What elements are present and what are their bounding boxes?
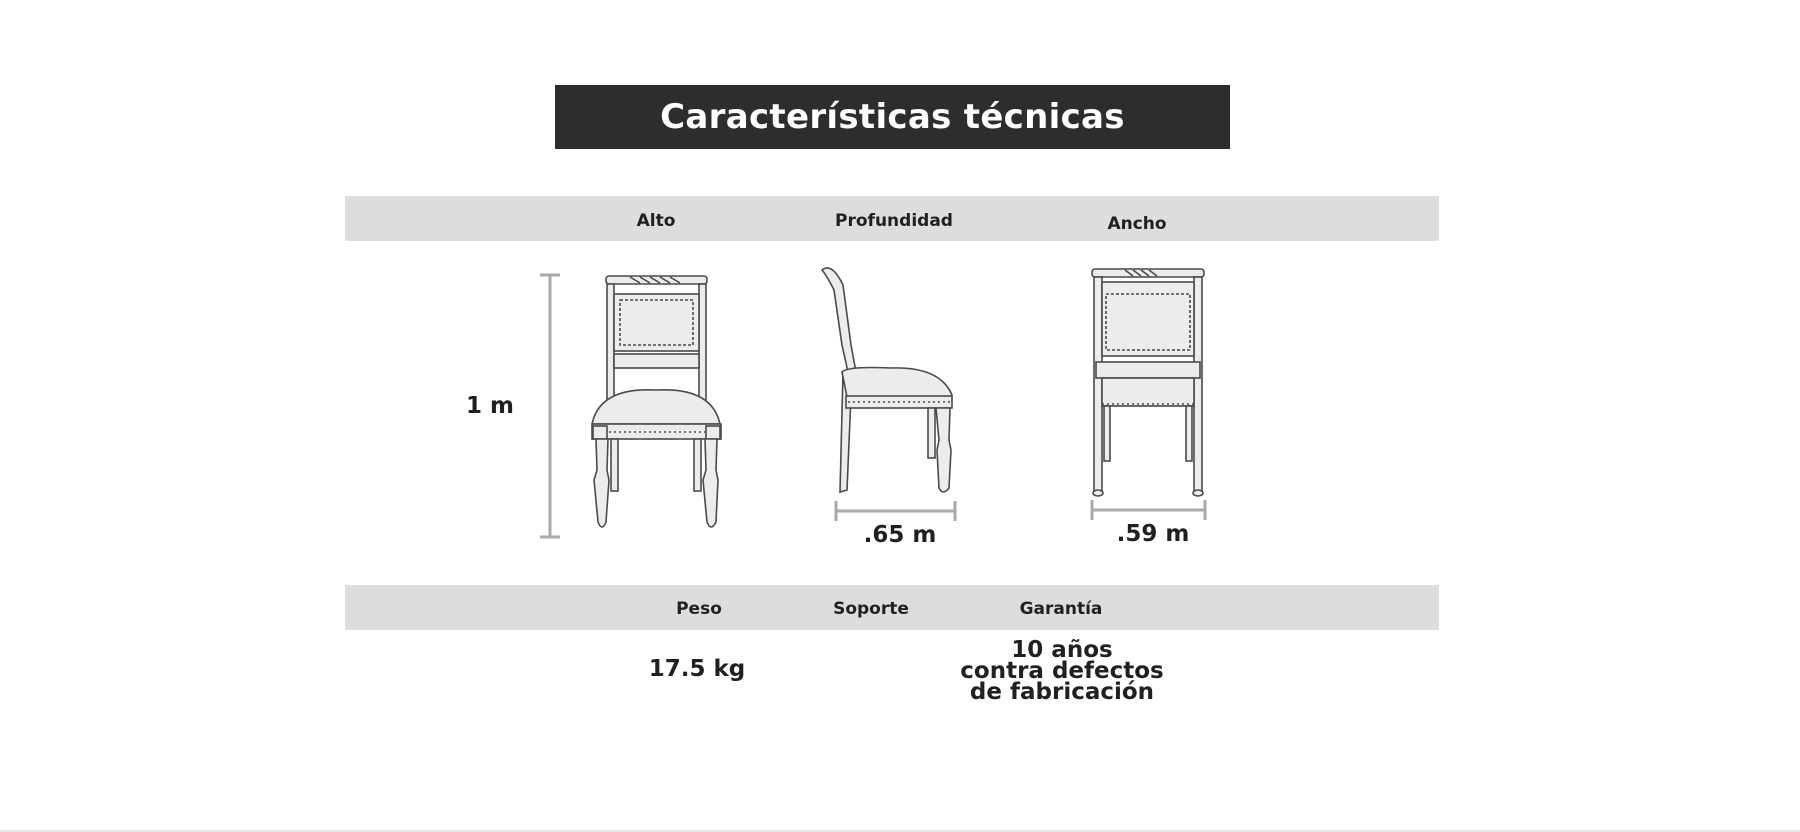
depth-value: .65 m: [863, 522, 937, 548]
warranty-line-1: 10 años: [1011, 637, 1113, 663]
header-peso: Peso: [676, 599, 722, 619]
header-soporte: Soporte: [833, 599, 909, 619]
chair-back-icon: [1092, 269, 1204, 496]
header-garantia: Garantía: [1019, 599, 1103, 619]
height-measure-line: [540, 275, 560, 537]
height-value: 1 m: [466, 393, 514, 419]
chair-side-icon: [822, 268, 952, 492]
warranty-line-2: contra defectos: [960, 658, 1164, 684]
header-ancho: Ancho: [1107, 214, 1167, 234]
width-measure-line: [1092, 500, 1205, 520]
header-alto: Alto: [636, 211, 676, 231]
page-title: Características técnicas: [555, 85, 1230, 149]
depth-measure-line: [836, 501, 955, 521]
header-profundidad: Profundidad: [835, 211, 953, 231]
warranty-value: [960, 637, 1164, 705]
width-value: .59 m: [1116, 521, 1190, 547]
chair-front-icon: [592, 276, 721, 527]
weight-value: 17.5 kg: [648, 656, 746, 682]
warranty-line-3: de fabricación: [969, 679, 1155, 705]
